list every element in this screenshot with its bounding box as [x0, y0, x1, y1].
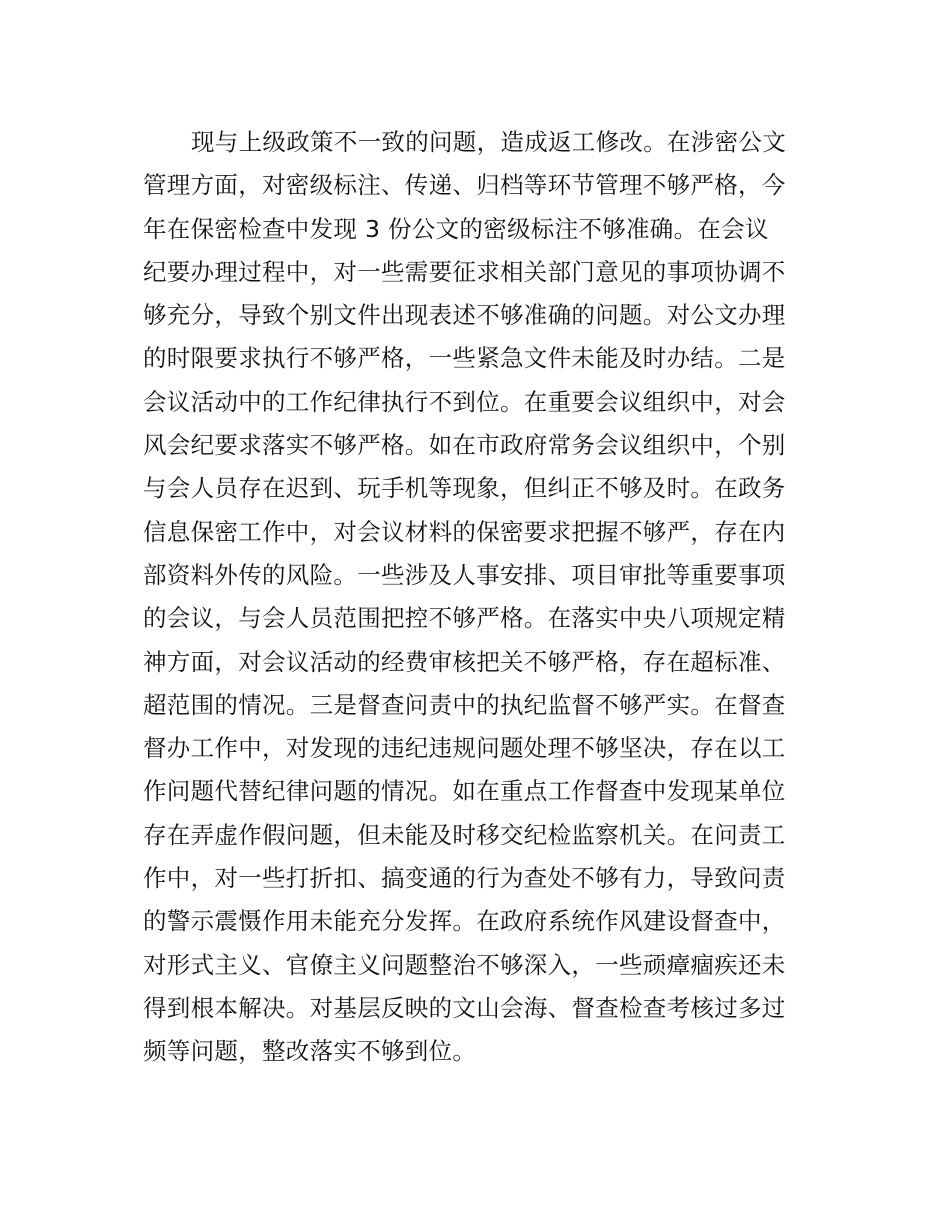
text-line: 存在弄虚作假问题，但未能及时移交纪检监察机关。在问责工 — [143, 820, 786, 849]
body-paragraph — [143, 121, 823, 1074]
text-line: 的时限要求执行不够严格，一些紧急文件未能及时办结。二是 — [143, 344, 786, 373]
text-line: 够充分，导致个别文件出现表述不够准确的问题。对公文办理 — [143, 301, 786, 330]
text-line: 管理方面，对密级标注、传递、归档等环节管理不够严格，今 — [143, 171, 786, 200]
text-line: 作问题代替纪律问题的情况。如在重点工作督查中发现某单位 — [143, 777, 786, 806]
text-line: 年在保密检查中发现 3 份公文的密级标注不够准确。在会议 — [143, 214, 769, 243]
text-line: 频等问题，整改落实不够到位。 — [143, 1037, 477, 1066]
text-line: 现与上级政策不一致的问题，造成返工修改。在涉密公文 — [191, 128, 786, 156]
text-line: 风会纪要求落实不够严格。如在市政府常务会议组织中，个别 — [143, 431, 786, 460]
text-line: 超范围的情况。三是督查问责中的执纪监督不够严实。在督查 — [143, 690, 786, 719]
text-line: 纪要办理过程中，对一些需要征求相关部门意见的事项协调不 — [143, 257, 786, 286]
text-line: 信息保密工作中，对会议材料的保密要求把握不够严，存在内 — [143, 517, 786, 546]
text-line: 作中，对一些打折扣、搞变通的行为查处不够有力，导致问责 — [143, 864, 786, 893]
text-line: 会议活动中的工作纪律执行不到位。在重要会议组织中，对会 — [143, 387, 786, 416]
text-line: 神方面，对会议活动的经费审核把关不够严格，存在超标准、 — [143, 647, 786, 676]
text-line: 得到根本解决。对基层反映的文山会海、督查检查考核过多过 — [143, 993, 786, 1022]
text-line: 与会人员存在迟到、玩手机等现象，但纠正不够及时。在政务 — [143, 474, 786, 503]
text-line: 的警示震慑作用未能充分发挥。在政府系统作风建设督查中， — [143, 907, 786, 936]
text-line: 的会议，与会人员范围把控不够严格。在落实中央八项规定精 — [143, 604, 786, 633]
text-line: 部资料外传的风险。一些涉及人事安排、项目审批等重要事项 — [143, 560, 786, 589]
text-line: 对形式主义、官僚主义问题整治不够深入，一些顽瘴痼疾还未 — [143, 950, 786, 979]
text-line: 督办工作中，对发现的违纪违规问题处理不够坚决，存在以工 — [143, 734, 786, 763]
